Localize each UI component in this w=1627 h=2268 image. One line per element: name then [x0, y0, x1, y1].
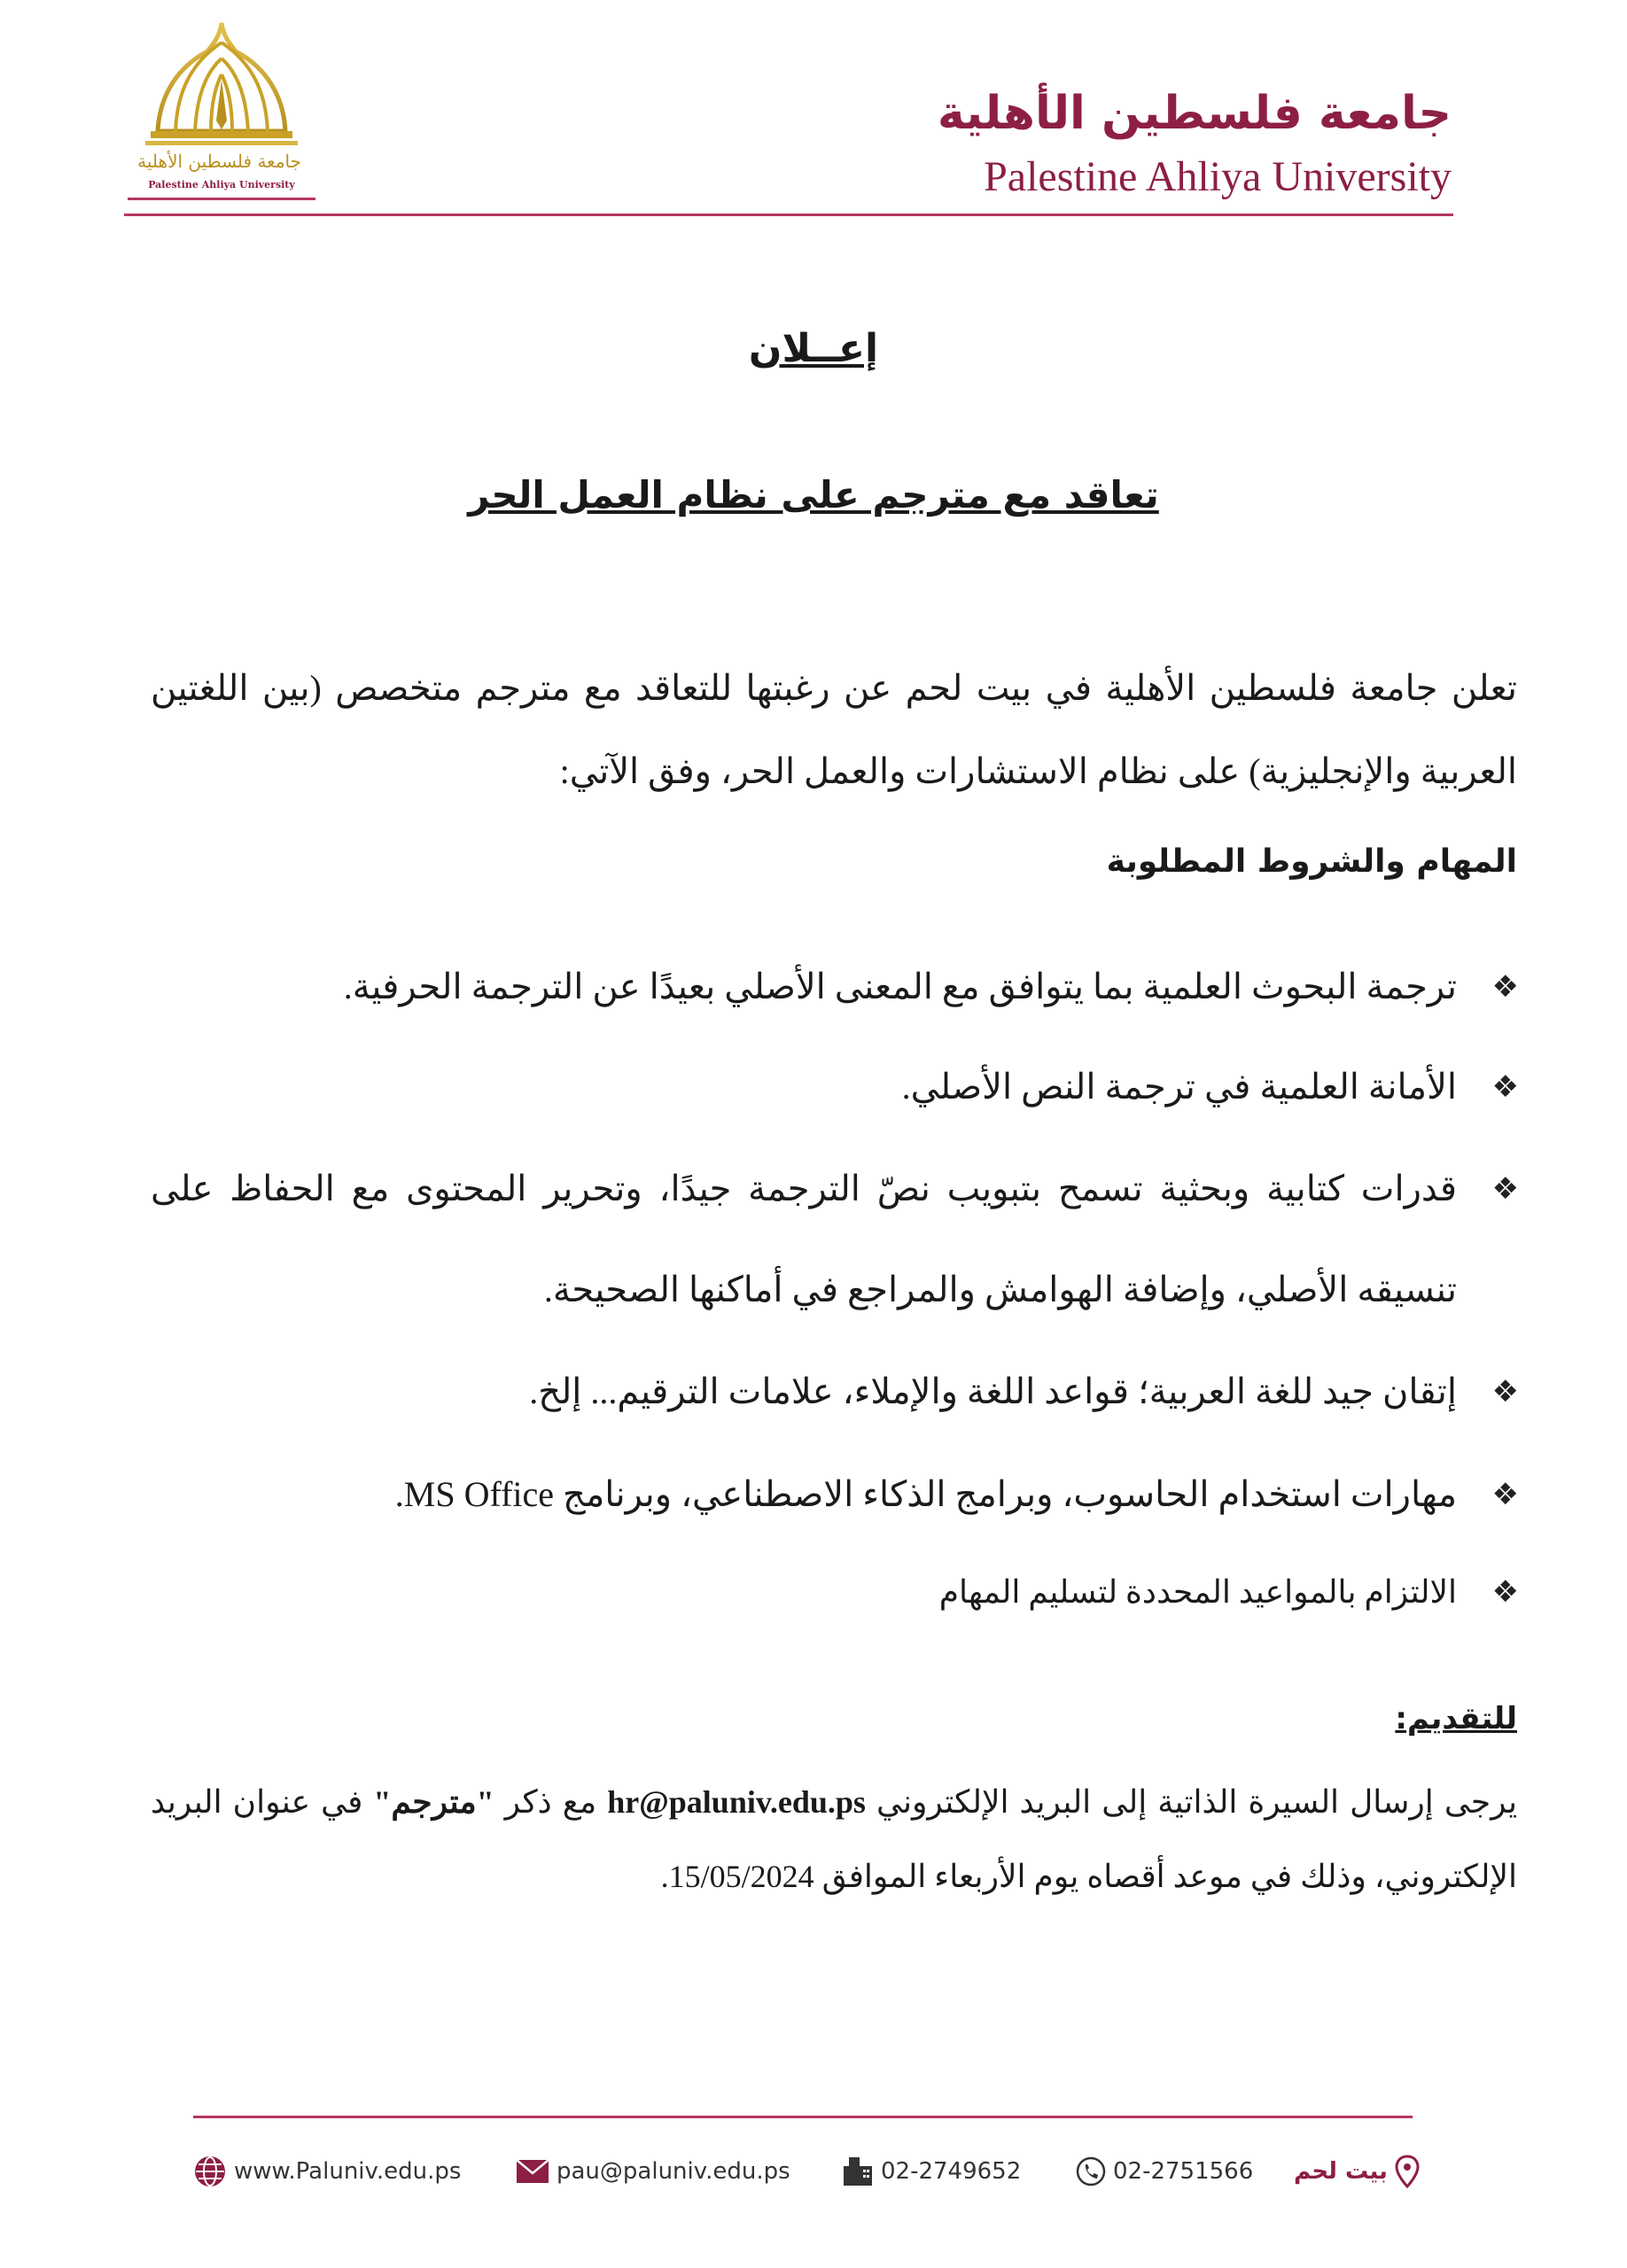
requirements-heading: المهام والشروط المطلوبة: [1106, 843, 1517, 880]
fax-text: 02-2749652: [881, 2158, 1022, 2185]
logo-underline: [128, 198, 315, 200]
requirement-text: إتقان جيد للغة العربية؛ قواعد اللغة والإملاء، علامات الترقيم... إلخ.: [529, 1371, 1457, 1411]
footer-location: [1294, 2149, 1420, 2194]
list-item: [394, 1444, 1519, 1545]
apply-text-part: في عنوان البريد الإلكتروني، وذلك في موعد أقصاه يوم الأربعاء الموافق 15/05/2024.: [151, 1784, 1517, 1894]
header-divider: [124, 214, 1453, 216]
location-pin-icon: [1395, 2155, 1420, 2188]
logo-text-ar: جامعة فلسطين الأهلية: [137, 151, 301, 172]
apply-text-part: مع ذكر: [494, 1784, 608, 1820]
location-text: بيت لحم: [1294, 2158, 1388, 2185]
requirement-text: الالتزام بالمواعيد المحددة لتسليم المهام: [938, 1574, 1457, 1610]
footer-email[interactable]: [516, 2149, 790, 2194]
announcement-subtitle: تعاقد مع مترجم على نظام العمل الحر: [468, 473, 1159, 517]
globe-icon: [193, 2155, 227, 2188]
intro-paragraph: تعلن جامعة فلسطين الأهلية في بيت لحم عن رغبتها للتعاقد مع مترجم متخصص (بين اللغتين العربية والإنجليزية) على نظام الاستشارات والعمل الحر، وفق الآتي:: [151, 668, 1517, 791]
footer-divider: [193, 2116, 1413, 2118]
diamond-bullet-icon: ❖: [1491, 1374, 1519, 1410]
apply-email[interactable]: hr@paluniv.edu.ps: [607, 1784, 866, 1820]
university-name-en: Palestine Ahliya University: [984, 153, 1452, 200]
website-text: www.Paluniv.edu.ps: [234, 2158, 462, 2185]
apply-heading: للتقديم:: [1395, 1701, 1517, 1736]
diamond-bullet-icon: ❖: [1491, 1477, 1519, 1512]
apply-text-part: يرجى إرسال السيرة الذاتية إلى البريد الإلكتروني: [865, 1784, 1517, 1820]
fax-icon: [842, 2155, 874, 2187]
requirement-text: مهارات استخدام الحاسوب، وبرامج الذكاء الاصطناعي، وبرنامج MS Office.: [394, 1474, 1457, 1514]
phone-icon: [1076, 2156, 1106, 2186]
list-item: [529, 1341, 1519, 1442]
apply-keyword: "مترجم": [373, 1784, 494, 1820]
list-item: [901, 1037, 1519, 1138]
requirement-text: قدرات كتابية وبحثية تسمح بتبويب نصّ الترجمة جيدًا، وتحرير المحتوى مع الحفاظ على تنسيقه الأصلي، وإضافة الهوامش والمراجع في أماكنها الصحيحة.: [151, 1169, 1457, 1309]
logo-text-en: Palestine Ahliya University: [148, 179, 295, 190]
diamond-bullet-icon: ❖: [1491, 1574, 1519, 1610]
list-item: [343, 936, 1519, 1037]
diamond-bullet-icon: ❖: [1491, 1171, 1519, 1207]
footer-fax: [842, 2149, 1021, 2194]
list-item: [938, 1542, 1519, 1643]
footer-website[interactable]: [193, 2149, 461, 2194]
email-text: pau@paluniv.edu.ps: [557, 2158, 790, 2185]
envelope-icon: [516, 2159, 549, 2184]
footer-phone[interactable]: [1076, 2149, 1253, 2194]
university-logo: [124, 16, 319, 215]
apply-paragraph: [151, 1765, 1517, 1914]
requirement-text: ترجمة البحوث العلمية بما يتوافق مع المعنى الأصلي بعيدًا عن الترجمة الحرفية.: [343, 967, 1457, 1006]
announcement-title: إعــلان: [748, 326, 879, 371]
list-item: [151, 1138, 1519, 1340]
requirement-text: الأمانة العلمية في ترجمة النص الأصلي.: [901, 1067, 1457, 1107]
university-name-ar: جامعة فلسطين الأهلية: [937, 87, 1452, 140]
phone-text: 02-2751566: [1113, 2158, 1254, 2185]
diamond-bullet-icon: ❖: [1491, 1069, 1519, 1105]
diamond-bullet-icon: ❖: [1491, 969, 1519, 1005]
